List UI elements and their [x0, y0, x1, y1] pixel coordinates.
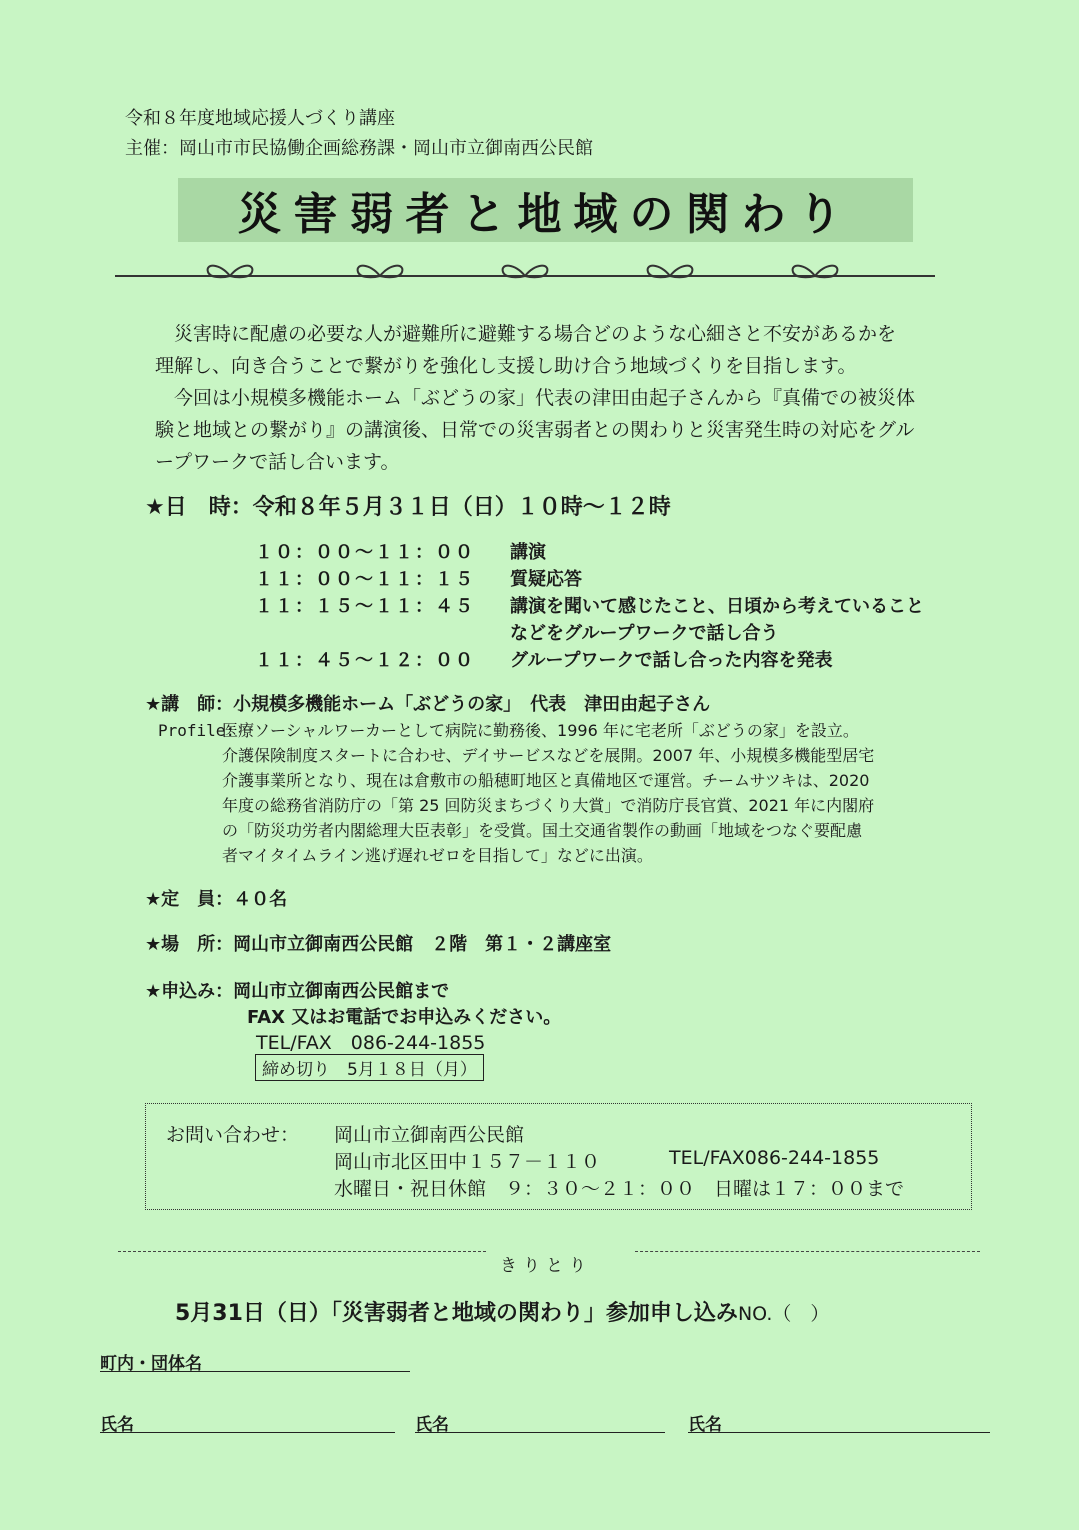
org-field[interactable]: [100, 1349, 410, 1372]
venue-row: [145, 930, 611, 956]
title-banner: [178, 178, 913, 242]
venue-label: ★場 所：: [145, 934, 234, 955]
profile-text: [222, 718, 1022, 868]
lecturer-value: 小規模多機能ホーム「ぶどうの家」 代表 津田由起子さん: [233, 694, 711, 715]
contact-address: 岡山市北区田中１５７－１１０: [334, 1151, 601, 1173]
apply-line1: 岡山市立御南西公民館まで: [233, 981, 450, 1002]
cut-line-right: [635, 1251, 980, 1252]
schedule-desc: 講演を聞いて感じたこと、日頃から考えていること: [510, 596, 924, 617]
datetime-row: [145, 490, 671, 521]
capacity-value: ４０名: [233, 889, 288, 910]
schedule: [255, 538, 1015, 673]
profile-line: の「防災功労者内閣総理大臣表彰」を受賞。国土交通省製作の動画「地域をつなぐ要配慮: [222, 821, 863, 840]
schedule-time: １１：１５～１１：４５: [255, 596, 475, 617]
apply-line2: FAX 又はお電話でお申込みください。: [247, 1007, 562, 1028]
capacity-row: [145, 885, 287, 911]
schedule-time: １０：００～１１：００: [255, 542, 475, 563]
profile-prefix: Profile:: [158, 721, 236, 740]
series-title: 令和８年度地域応援人づくり講座: [125, 108, 395, 129]
profile-line: 年度の総務省消防庁の「第 25 回防災まちづくり大賞」で消防庁長官賞、2021 年に内閣府: [222, 796, 875, 815]
datetime-value: 令和８年５月３１日（日）１０時～１２時: [252, 495, 671, 520]
profile-line: 医療ソーシャルワーカーとして病院に勤務後、1996 年に宅老所「ぶどうの家」を設立。: [222, 721, 859, 740]
intro-text: [155, 318, 1005, 478]
schedule-desc: 質疑応答: [510, 569, 582, 590]
deadline-box: [255, 1054, 484, 1081]
contact-name: 岡山市立御南西公民館: [334, 1124, 525, 1146]
datetime-label: ★日 時：: [145, 495, 253, 520]
ribbon-divider: [115, 258, 935, 288]
intro-line: ープワークで話し合います。: [155, 451, 400, 473]
profile-line: 介護事業所となり、現在は倉敷市の船穂町地区と真備地区で運営。チームサツキは、2020: [222, 771, 870, 790]
apply-tel: TEL/FAX 086-244-1855: [256, 1032, 486, 1054]
schedule-desc: などをグループワークで話し合う: [510, 623, 779, 644]
signup-title: 5月31日（日）「災害弱者と地域の関わり」参加申し込み: [175, 1301, 738, 1326]
intro-line: 災害時に配慮の必要な人が避難所に避難する場合どのような心細さと不安があるかを: [155, 323, 897, 345]
schedule-desc: グループワークで話し合った内容を発表: [510, 650, 833, 671]
org-label: 町内・団体名: [100, 1354, 202, 1374]
name-field-3[interactable]: [688, 1410, 990, 1433]
lecturer-label: ★講 師：: [145, 694, 234, 715]
intro-line: 験と地域との繋がり』の講演後、日常での災害弱者との関わりと災害発生時の対応をグル: [155, 419, 915, 441]
profile-line: 介護保険制度スタートに合わせ、デイサービスなどを展開。2007 年、小規模多機能型居宅: [222, 746, 875, 765]
name-label: 氏名: [688, 1415, 722, 1435]
signup-number: NO.（ ）: [737, 1303, 830, 1325]
signup-heading: [175, 1296, 829, 1327]
contact-box: [145, 1103, 972, 1210]
schedule-time: １１：４５～１２：００: [255, 650, 475, 671]
venue-value: 岡山市立御南西公民館 ２階 第１・２講座室: [233, 934, 612, 955]
contact-tel: TEL/FAX086-244-1855: [669, 1147, 880, 1169]
intro-line: 今回は小規模多機能ホーム「ぶどうの家」代表の津田由起子さんから『真備での被災体: [155, 387, 916, 409]
name-field-2[interactable]: [415, 1410, 665, 1433]
intro-line: 理解し、向き合うことで繋がりを強化し支援し助け合う地域づくりを目指します。: [155, 355, 857, 377]
deadline-text: 締め切り 5月１８日（月）: [262, 1060, 477, 1080]
capacity-label: ★定 員：: [145, 889, 234, 910]
page-title: 災害弱者と地域の関わり: [237, 189, 854, 240]
contact-hours: 水曜日・祝日休館 ９：３０～２１：００ 日曜は１７：００まで: [334, 1178, 905, 1200]
profile-line: 者マイタイムライン逃げ遅れゼロを目指して」などに出演。: [222, 846, 653, 865]
cut-label: きりとり: [500, 1256, 592, 1276]
lecturer-row: [145, 690, 710, 716]
apply-row: [145, 977, 449, 1003]
schedule-desc: 講演: [510, 542, 546, 563]
cut-line-left: [118, 1251, 486, 1252]
name-field-1[interactable]: [100, 1410, 395, 1433]
apply-label: ★申込み：: [145, 981, 234, 1002]
organizer: 主催：岡山市市民協働企画総務課・岡山市立御南西公民館: [125, 138, 593, 159]
name-label: 氏名: [415, 1415, 449, 1435]
name-label: 氏名: [100, 1415, 134, 1435]
contact-label: お問い合わせ：: [166, 1124, 300, 1146]
schedule-time: １１：００～１１：１５: [255, 569, 475, 590]
